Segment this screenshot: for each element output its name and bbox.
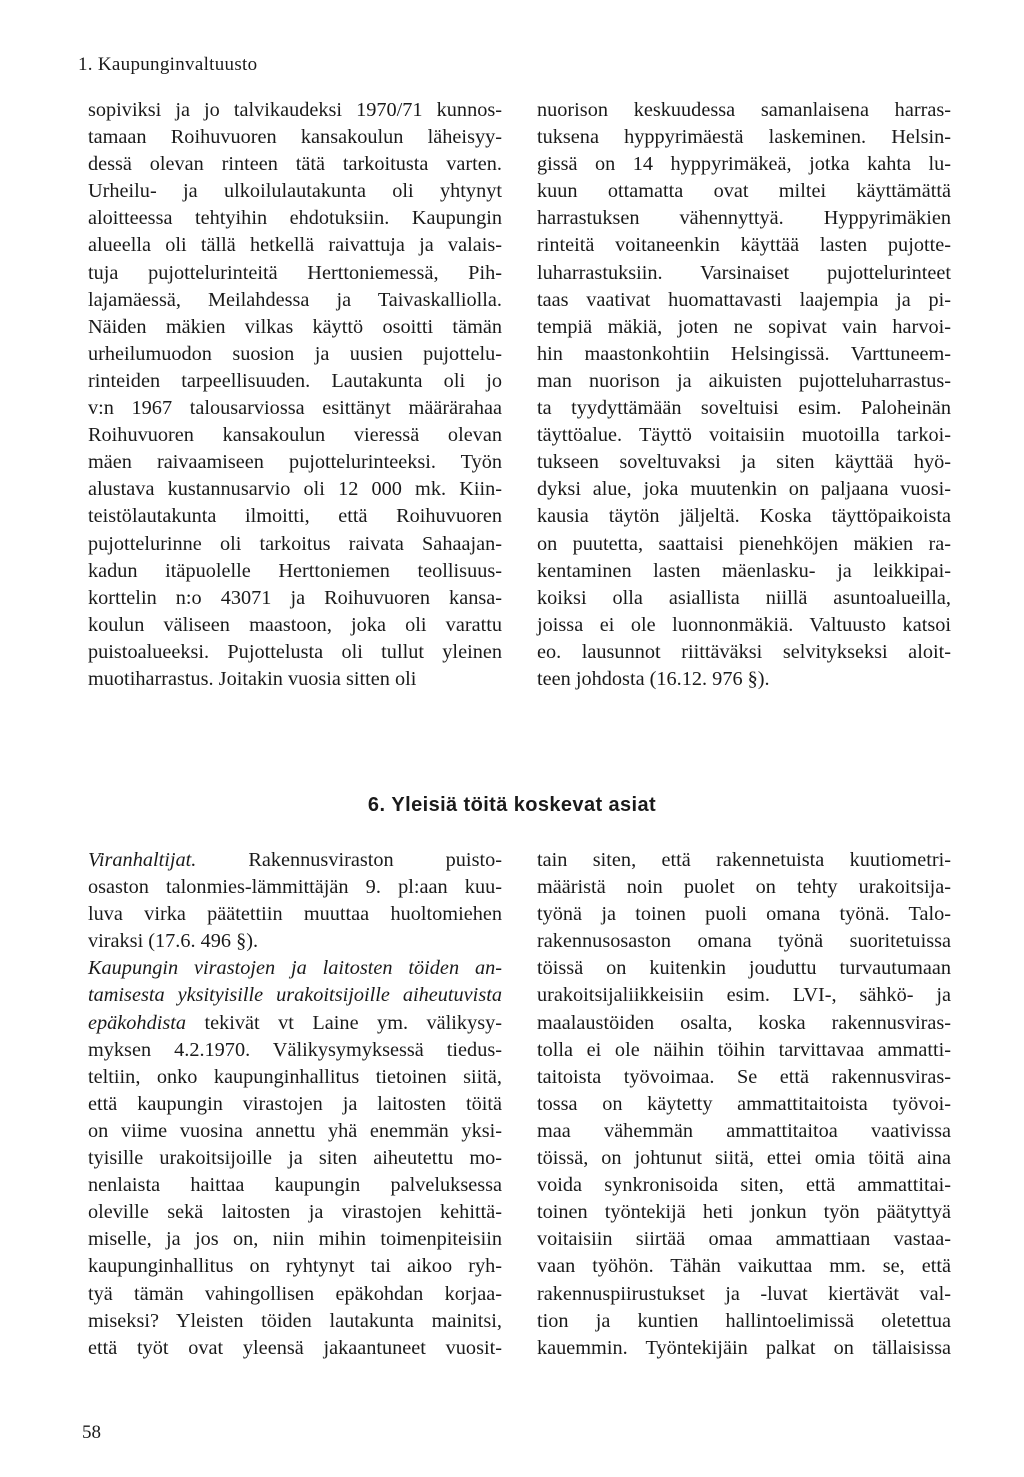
text-line: miseksi? Yleisten töiden lautakunta mainitsi, [88, 1309, 502, 1332]
text-line: lajamäessä, Meilahdessa ja Taivaskalliolla. [88, 288, 502, 311]
section-heading [0, 794, 1024, 817]
text-line: kuun ottamatta ovat miltei käyttämättä [537, 180, 951, 203]
italic-topic: epäkohdista [88, 1011, 187, 1034]
text-line: eo. lausunnot riittäväksi selvitykseksi aloit- [537, 640, 951, 663]
text-line: rakennusosaston omana työnä suoritetuissa [537, 930, 951, 953]
text-line: kadun itäpuolelle Herttoniemen teollisuus- [88, 559, 502, 582]
text-line: määristä noin puolet on tehty urakoitsija- [537, 876, 951, 899]
text-line: tuja pujottelurinteitä Herttoniemessä, Pih- [88, 261, 502, 284]
text-line: alustava kustannusarvio oli 12 000 mk. Kiin- [88, 478, 502, 501]
section-title: Yleisiä töitä koskevat asiat [391, 794, 657, 816]
text-line: dyksi alue, joka muutenkin on paljaana vuosi- [537, 478, 951, 501]
text-line: urakoitsijaliikkeisiin esim. LVI-, sähkö- ja [537, 984, 951, 1007]
text-fragment: tekivät vt Laine ym. välikysy- [186, 1011, 502, 1034]
text-line: maa vähemmän ammattitaitoa vaativissa [537, 1119, 951, 1142]
text-line: maalaustöiden osalta, koska rakennusviras- [537, 1011, 951, 1034]
text-line: osaston talonmies-lämmittäjän 9. pl:aan kuu- [88, 876, 502, 899]
text-line: Roihuvuoren kansakoulun vieressä olevan [88, 424, 502, 447]
text-line: kentaminen lasten mäenlasku- ja leikkipai- [537, 559, 951, 582]
text-line: täyttöalue. Täyttö voitaisiin muotoilla tarkoi- [537, 424, 951, 447]
text-line: tolla ei ole näihin töihin tarvittavaa ammatti- [537, 1038, 951, 1061]
text-line [88, 847, 502, 874]
text-line: on puutetta, saattaisi pienehköjen mäkien ra- [537, 532, 951, 555]
text-line: rinteiden tarpeellisuuden. Lautakunta oli jo [88, 369, 502, 392]
subheading-viranhaltijat: Viranhaltijat. [88, 849, 197, 871]
text-line: kaupunginhallitus on ryhtynyt tai aikoo ryh- [88, 1255, 502, 1278]
text-line: että työt ovat yleensä jakaantuneet vuosit- [88, 1336, 502, 1359]
text-line: myksen 4.2.1970. Välikysymyksessä tiedus- [88, 1038, 502, 1061]
text-line: nuorison keskuudessa samanlaisena harras- [537, 99, 951, 121]
text-line: teltiin, onko kaupunginhallitus tietoinen siitä, [88, 1065, 502, 1088]
text-line: kauemmin. Työntekijäin palkat on tällaisissa [537, 1336, 951, 1359]
text-line: rakennuspiirustukset ja -luvat kiertävät val- [537, 1282, 951, 1305]
text-line: gissä on 14 hyppyrimäkeä, jotka kahta lu- [537, 153, 951, 176]
text-line: vaan työhön. Tähän vaikuttaa mm. se, että [537, 1255, 951, 1278]
text-line [88, 1010, 502, 1037]
text-column-top-left [88, 97, 502, 693]
text-line: oleville sekä laitosten ja virastojen kehittä- [88, 1201, 502, 1224]
text-line: joissa ei ole luonnonmäkiä. Valtuusto katsoi [537, 613, 951, 636]
text-line: tyisille urakoitsijoille ja siten aiheutettu mo- [88, 1147, 502, 1170]
text-line: tion ja kuntien hallintoelimissä oletettua [537, 1309, 951, 1332]
text-line: koiksi olla asiallista niillä asuntoalueilla, [537, 586, 951, 609]
text-line: hin maastonkohtiin Helsingissä. Varttuneem- [537, 342, 951, 365]
text-line: urheilumuodon suosion ja uusien pujottelu- [88, 342, 502, 365]
text-line: alueella oli tällä hetkellä raivattuja ja valais- [88, 234, 502, 257]
text-line: teistölautakunta ilmoitti, että Roihuvuoren [88, 505, 502, 528]
text-line: kausia täytön jäljeltä. Koska täyttöpaikoista [537, 505, 951, 528]
text-line [88, 955, 502, 982]
text-line: harrastuksen vähennyttyä. Hyppyrimäkien [537, 207, 951, 230]
text-column-bottom-left [88, 847, 502, 1362]
text-line: puistoalueeksi. Pujottelusta oli tullut yleinen [88, 640, 502, 663]
text-line: Urheilu- ja ulkoilulautakunta oli yhtynyt [88, 180, 502, 203]
text-line: muotiharrastus. Joitakin vuosia sitten oli [88, 667, 417, 690]
text-line: tyä tämän vahingollisen epäkohdan korjaa- [88, 1282, 502, 1305]
text-line: man nuorison ja aikuisten pujotteluharrastus- [537, 369, 951, 392]
page-number: 58 [82, 1422, 101, 1443]
text-line: miselle, ja jos on, niin mihin toimenpiteisiin [88, 1228, 502, 1251]
running-head: 1. Kaupunginvaltuusto [78, 54, 258, 75]
text-line: viraksi (17.6. 496 §). [88, 930, 259, 953]
text-line: voitaisiin siirtää omaa ammattiaan vastaa- [537, 1228, 951, 1251]
text-line: että kaupungin virastojen ja laitosten töitä [88, 1092, 502, 1115]
text-line: luharrastuksiin. Varsinaiset pujottelurinteet [537, 261, 951, 284]
text-line: tamaan Roihuvuoren kansakoulun läheisyy- [88, 126, 502, 149]
text-line: tossa on käytetty ammattitaitoista työvoi- [537, 1092, 951, 1115]
text-line: teen johdosta (16.12. 976 §). [537, 667, 770, 690]
text-line [88, 982, 502, 1009]
text-line: tain siten, että rakennetuista kuutiometri- [537, 849, 951, 871]
text-line: töissä on kuitenkin jouduttu turvautumaan [537, 957, 951, 980]
text-line: taas vaativat huomattavasti laajempia ja pi- [537, 288, 951, 311]
text-line: aloitteessa tehtyihin ehdotuksiin. Kaupungin [88, 207, 502, 230]
section-number: 6. [367, 794, 386, 816]
text-line: tukseen soveltuvaksi ja siten käyttää hyö- [537, 451, 951, 474]
text-line: voida synkronisoida siten, että ammattitai- [537, 1174, 951, 1197]
text-line: töissä, on johtunut siitä, ettei omia töitä aina [537, 1147, 951, 1170]
text-line: toinen työntekijä heti jonkun työn päätyttyä [537, 1201, 951, 1224]
text-line: työnä ja toinen puoli omana työnä. Talo- [537, 903, 951, 926]
text-line: mäen raivaamiseen pujottelurinteeksi. Työn [88, 451, 502, 474]
text-line: tempiä mäkiä, joten ne sopivat vain harvoi- [537, 315, 951, 338]
text-line: dessä olevan rinteen tätä tarkoitusta varten. [88, 153, 502, 176]
text-column-top-right [537, 97, 951, 693]
italic-topic: tamisesta yksityisille urakoitsijoille aiheutuvista [88, 984, 502, 1007]
text-line: Näiden mäkien vilkas käyttö osoitti tämän [88, 315, 502, 338]
text-line: pujottelurinne oli tarkoitus raivata Sahaajan- [88, 532, 502, 555]
text-line: tuksena hyppyrimäestä laskeminen. Helsin- [537, 126, 951, 149]
text-line: luva virka päätettiin muuttaa huoltomiehen [88, 903, 502, 926]
text-fragment: Rakennusviraston puisto- [196, 849, 502, 871]
text-line: nenlaista haittaa kaupungin palveluksessa [88, 1174, 502, 1197]
text-line: sopiviksi ja jo talvikaudeksi 1970/71 kunnos- [88, 99, 502, 121]
text-line: on viime vuosina annettu yhä enemmän yksi- [88, 1119, 502, 1142]
text-line: ta tyydyttämään soveltuisi esim. Paloheinän [537, 397, 951, 420]
text-line: korttelin n:o 43071 ja Roihuvuoren kansa- [88, 586, 502, 609]
text-line: taitoista työvoimaa. Se että rakennusviras- [537, 1065, 951, 1088]
text-line: koulun väliseen maastoon, joka oli varattu [88, 613, 502, 636]
text-line: rinteitä voitaneenkin käyttää lasten pujotte- [537, 234, 951, 257]
italic-topic: Kaupungin virastojen ja laitosten töiden an- [88, 957, 502, 980]
text-column-bottom-right [537, 847, 951, 1362]
text-line: v:n 1967 talousarviossa esittänyt määrärahaa [88, 397, 502, 420]
